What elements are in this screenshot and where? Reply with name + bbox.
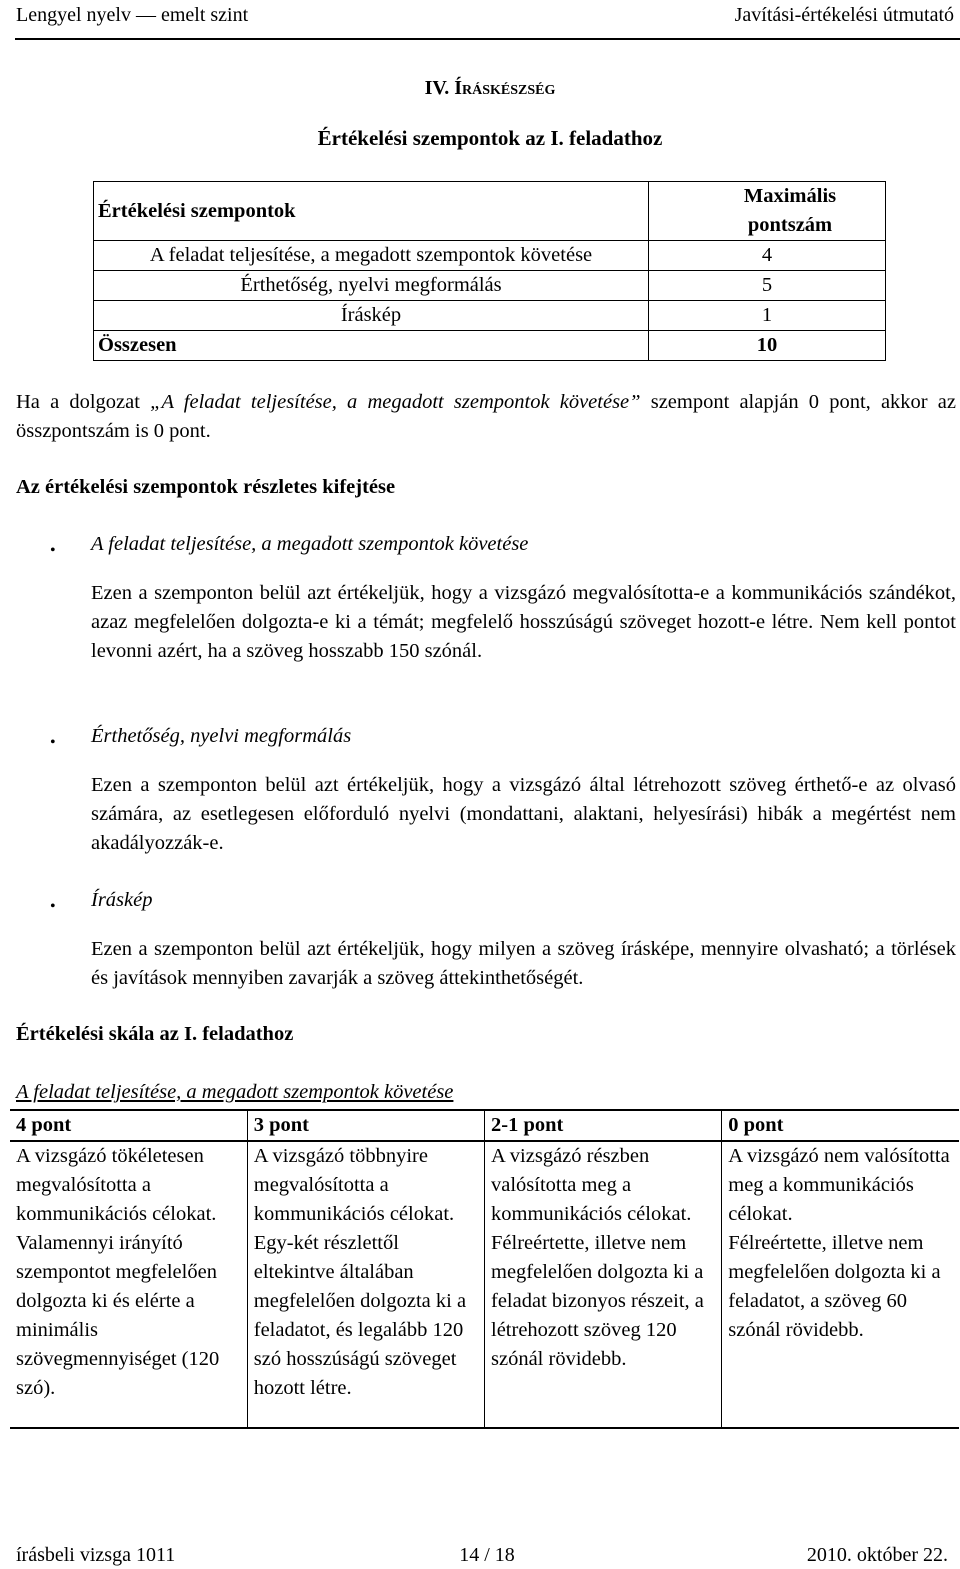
criteria-total-points: 10	[649, 331, 886, 361]
criteria-header-row	[94, 182, 886, 241]
details-heading: Az értékelési szempontok részletes kifejtése	[16, 476, 396, 498]
criteria-row	[94, 301, 886, 331]
scale-cell	[722, 1141, 959, 1428]
footer-right: 2010. október 22.	[806, 1544, 948, 1566]
scale-cell-part1: A vizsgázó részben valósította meg a kommunikációs célokat.	[491, 1145, 692, 1225]
section-title: IV. Íráskészség	[424, 77, 556, 99]
detail-title: Érthetőség, nyelvi megformálás	[91, 725, 352, 747]
footer-left: írásbeli vizsga 1011	[16, 1544, 176, 1566]
scale-cell	[485, 1141, 722, 1428]
header-rule	[15, 38, 960, 40]
scale-header-cell: 4 pont	[10, 1110, 247, 1141]
criteria-header-points	[649, 182, 886, 241]
note-before: Ha a dolgozat	[16, 391, 151, 413]
criteria-header-label: Értékelési szempontok	[94, 182, 649, 241]
detail-text: Ezen a szemponton belül azt értékeljük, hogy a vizsgázó által létrehozott szöveg érthető-e az olvasó számára, az esetlegesen előforduló nyelvi (mondattani, alaktani, helyesírási) hibák a megértést nem akadályozzák-e.	[91, 774, 956, 854]
scale-header-cell: 0 pont	[722, 1110, 959, 1141]
scale-cell-part2: Egy-két részlettől eltekintve általában megfelelően dolgozta ki a feladatot, és legalább 120 szó hosszúságú szöveget hozott létre.	[253, 1232, 467, 1399]
criteria-header-points-line2: pontszám	[747, 214, 833, 236]
scale-cell-part1: A vizsgázó tökéletesen megvalósította a kommunikációs célokat.	[16, 1145, 217, 1225]
detail-title: Íráskép	[91, 889, 153, 911]
header-left: Lengyel nyelv — emelt szint	[16, 4, 249, 26]
scale-cell-part1: A vizsgázó nem valósította meg a kommunikációs célokat.	[728, 1145, 950, 1225]
scale-cell-part2: Valamennyi irányító szempontot megfelelően dolgozta ki és elérte a minimális szövegmennyiséget (120 szó).	[16, 1232, 220, 1399]
scale-heading: Értékelési skála az I. feladathoz	[16, 1023, 294, 1045]
bullet-icon: •	[50, 542, 56, 559]
header-right: Javítási-értékelési útmutató	[734, 4, 954, 26]
criteria-row-points: 5	[649, 271, 886, 301]
scale-cell-part2: Félreértette, illetve nem megfelelően dolgozta ki a feladatot, a szöveg 60 szónál rövidebb.	[728, 1232, 941, 1341]
criteria-table	[93, 181, 886, 361]
note-after: szempont alapján 0 pont, akkor az összpontszám is 0 pont.	[16, 391, 956, 442]
scale-cell	[10, 1141, 247, 1428]
criteria-row	[94, 271, 886, 301]
detail-text: Ezen a szemponton belül azt értékeljük, hogy a vizsgázó megvalósította-e a kommunikációs szándékot, azaz megfelelően dolgozta-e ki a témát; megfelelő hosszúságú szöveget hozott-e létre. Nem kell pontot levonni azért, ha a szöveg hosszabb 150 szónál.	[91, 582, 956, 662]
detail-title: A feladat teljesítése, a megadott szempontok követése	[91, 533, 529, 555]
criteria-row-label: A feladat teljesítése, a megadott szempontok követése	[94, 241, 649, 271]
criteria-row-points: 1	[649, 301, 886, 331]
scale-cell	[247, 1141, 484, 1428]
criteria-total-label: Összesen	[94, 331, 649, 361]
criteria-header-points-line1: Maximális	[743, 185, 837, 207]
criteria-row-points: 4	[649, 241, 886, 271]
footer-center: 14 / 18	[459, 1544, 515, 1566]
scale-cell-part2: Félreértette, illetve nem megfelelően dolgozta ki a feladat bizonyos részeit, a létrehozott szöveg 120 szónál rövidebb.	[491, 1232, 704, 1370]
bullet-icon: •	[50, 734, 56, 751]
scale-header-cell: 2-1 pont	[485, 1110, 722, 1141]
detail-text: Ezen a szemponton belül azt értékeljük, hogy milyen a szöveg írásképe, mennyire olvasható; a törlések és javítások mennyiben zavarják a szöveg áttekinthetőségét.	[91, 938, 956, 989]
zero-point-note	[16, 388, 956, 446]
criteria-total-row	[94, 331, 886, 361]
scale-subheading: A feladat teljesítése, a megadott szempontok követése	[16, 1081, 454, 1103]
scale-cell-part1: A vizsgázó többnyire megvalósította a kommunikációs célokat.	[253, 1145, 455, 1225]
subtitle: Értékelési szempontok az I. feladathoz	[317, 126, 663, 150]
scale-header-cell: 3 pont	[247, 1110, 484, 1141]
note-italic: „A feladat teljesítése, a megadott szempontok követése”	[150, 391, 641, 413]
scale-table	[10, 1109, 959, 1429]
criteria-row-label: Íráskép	[94, 301, 649, 331]
criteria-row-label: Érthetőség, nyelvi megformálás	[94, 271, 649, 301]
bullet-icon: •	[50, 898, 56, 915]
criteria-row	[94, 241, 886, 271]
scale-header-row	[10, 1110, 959, 1141]
scale-body-row	[10, 1141, 959, 1428]
